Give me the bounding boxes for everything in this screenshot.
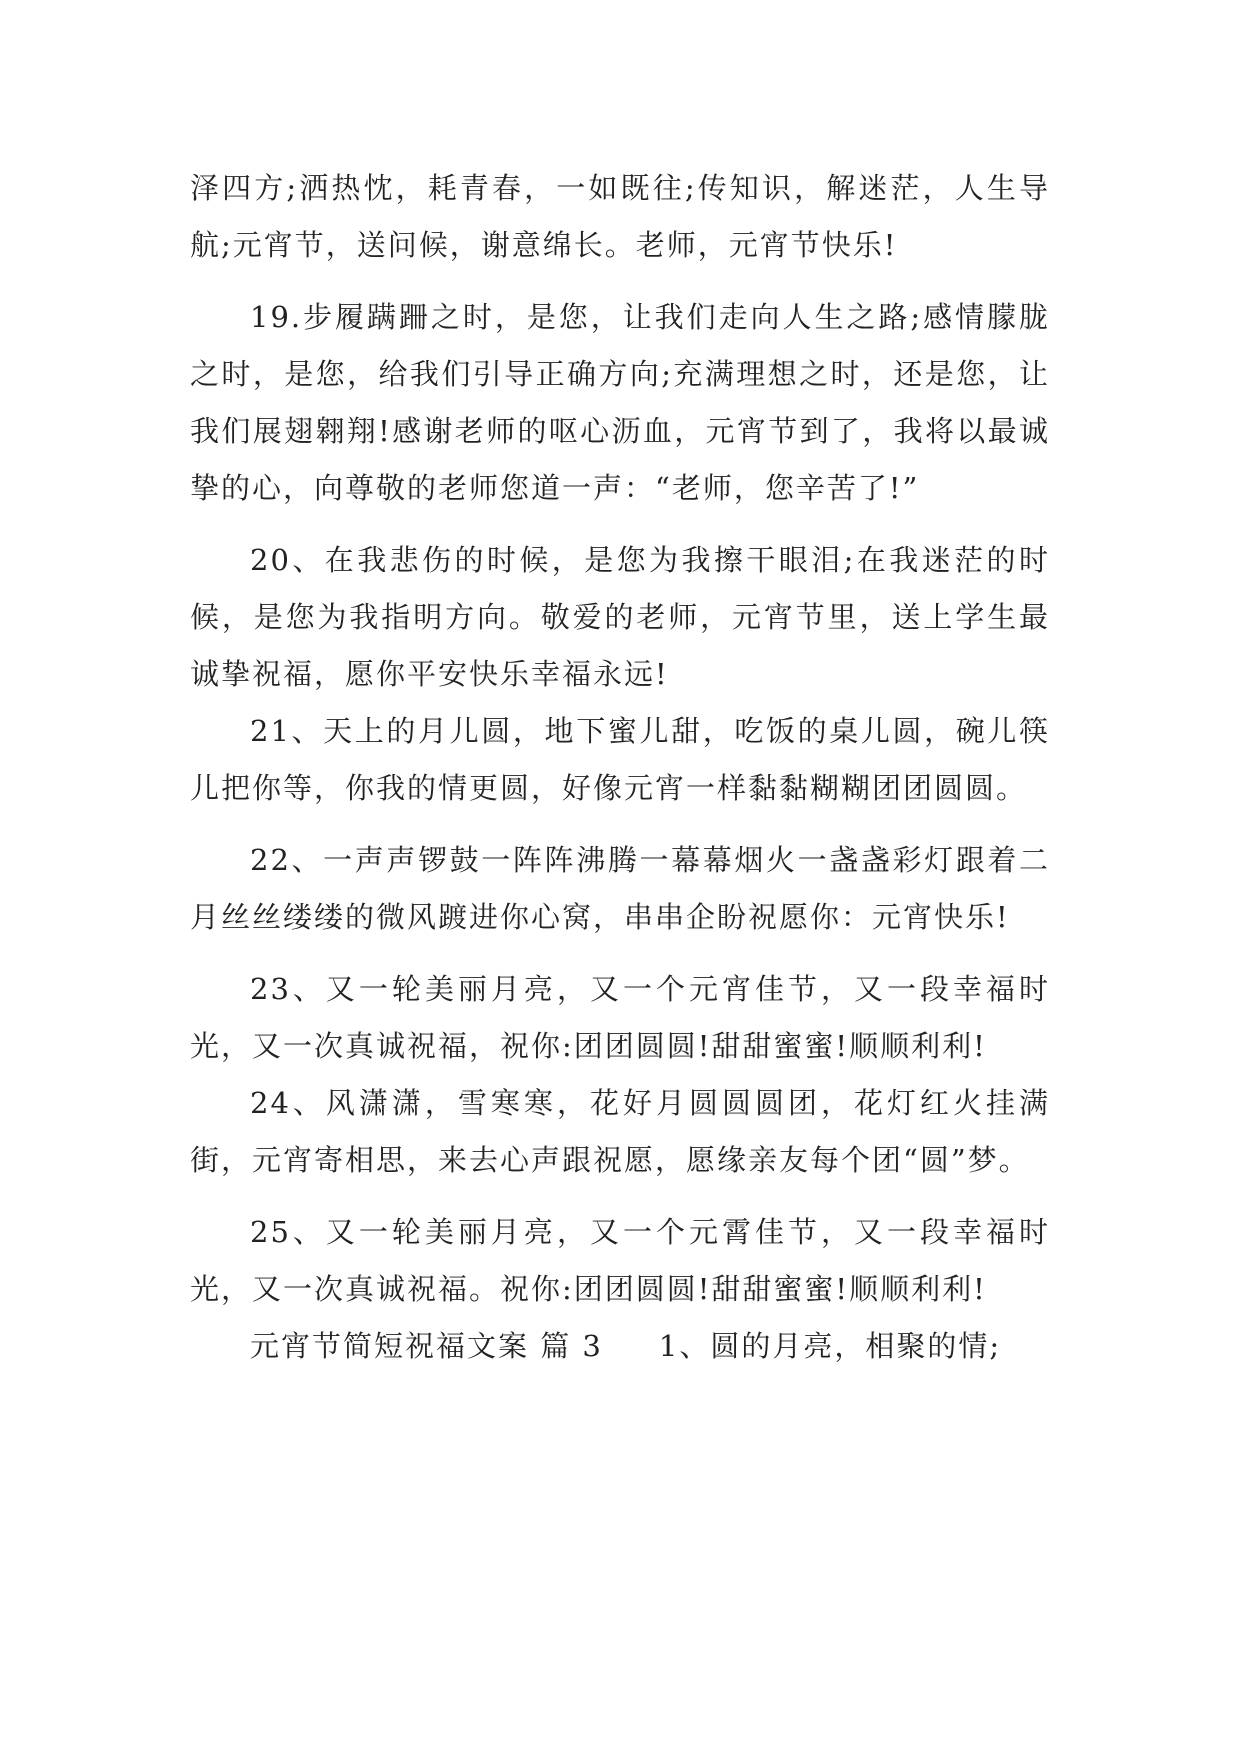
paragraph-20: 20、在我悲伤的时候，是您为我擦干眼泪;在我迷茫的时候，是您为我指明方向。敬爱的老师，元宵节里，送上学生最诚挚祝福，愿你平安快乐幸福永远! xyxy=(190,543,1050,691)
document-page xyxy=(190,160,1050,1375)
paragraph-25: 25、又一轮美丽月亮，又一个元霄佳节，又一段幸福时光，又一次真诚祝福。祝你:团团圆圆!甜甜蜜蜜!顺顺利利! xyxy=(190,1215,1050,1306)
paragraph-continuation: 泽四方;洒热忱，耗青春，一如既往;传知识，解迷茫，人生导航;元宵节，送问候，谢意绵长。老师，元宵节快乐! xyxy=(190,171,1050,262)
section-heading: 元宵节简短祝福文案 篇 3 xyxy=(250,1329,603,1363)
paragraph-21: 21、天上的月儿圆，地下蜜儿甜，吃饭的桌儿圆，碗儿筷儿把你等，你我的情更圆，好像元宵一样黏黏糊糊团团圆圆。 xyxy=(190,714,1050,805)
section-heading-line xyxy=(190,1318,1050,1375)
paragraph-23: 23、又一轮美丽月亮，又一个元宵佳节，又一段幸福时光，又一次真诚祝福，祝你:团团圆圆!甜甜蜜蜜!顺顺利利! xyxy=(190,972,1050,1063)
paragraph-24: 24、风潇潇，雪寒寒，花好月圆圆圆团，花灯红火挂满街，元宵寄相思，来去心声跟祝愿，愿缘亲友每个团“圆”梦。 xyxy=(190,1086,1050,1177)
paragraph-19: 19.步履蹒跚之时，是您，让我们走向人生之路;感情朦胧之时，是您，给我们引导正确方向;充满理想之时，还是您，让我们展翅翱翔!感谢老师的呕心沥血，元宵节到了，我将以最诚挚的心，向尊敬的老师您道一声：“老师，您辛苦了!” xyxy=(190,300,1050,505)
section-first-item: 1、圆的月亮，相聚的情; xyxy=(658,1329,1002,1363)
paragraph-22: 22、一声声锣鼓一阵阵沸腾一幕幕烟火一盏盏彩灯跟着二月丝丝缕缕的微风踱进你心窝，串串企盼祝愿你：元宵快乐! xyxy=(190,843,1050,934)
